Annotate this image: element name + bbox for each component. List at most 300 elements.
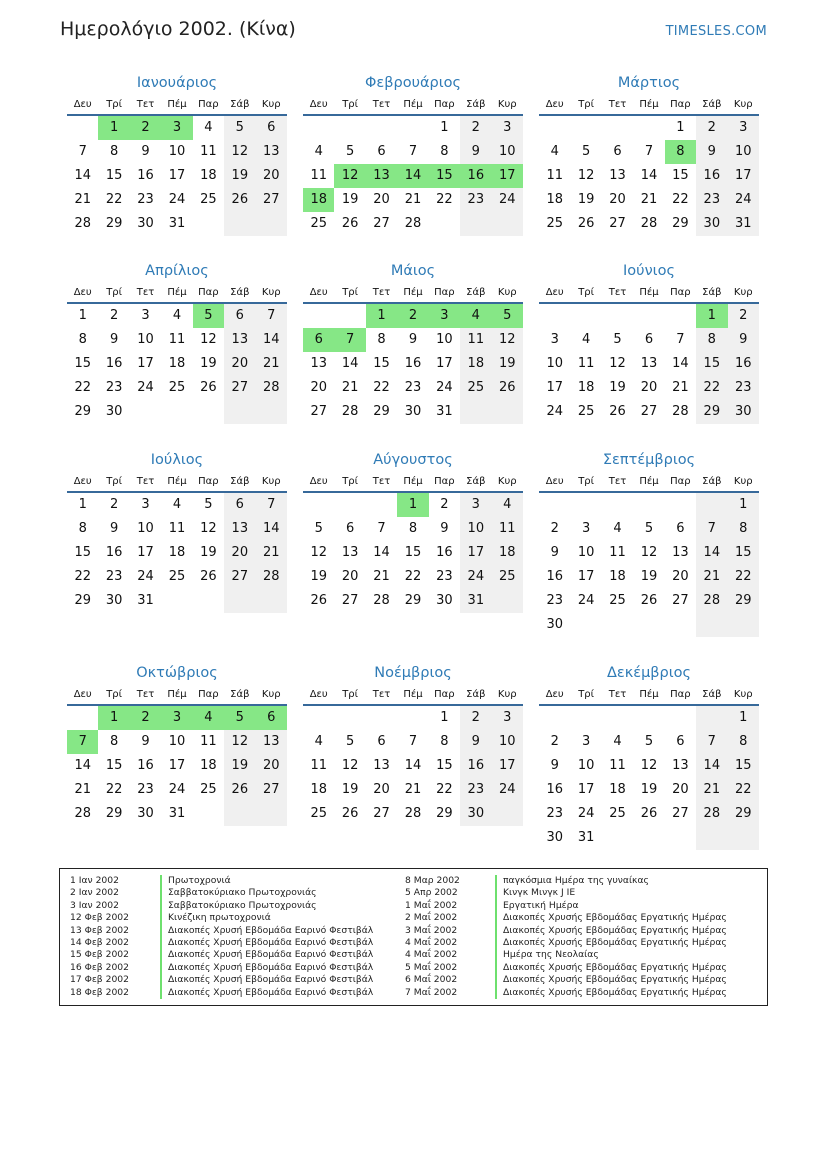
day-cell: 26 <box>640 593 658 608</box>
day-cell: 28 <box>74 806 91 821</box>
day-cell: 11 <box>492 517 523 541</box>
day-cell: 14 <box>397 164 428 188</box>
day-cell: 10 <box>492 140 523 164</box>
weekday-label: Σάβ <box>466 476 486 487</box>
day-cell: 2 <box>109 497 119 512</box>
day-cell: 15 <box>672 168 689 183</box>
day-cell: 29 <box>696 400 727 424</box>
day-cell: 29 <box>105 806 123 821</box>
day-cell: 7 <box>78 144 87 159</box>
day-cell: 15 <box>105 758 123 773</box>
weekday-label: Κυρ <box>497 287 517 298</box>
empty-cell <box>429 212 460 236</box>
holiday-name: Διακοπές Χρυσής Εβδομάδας Εργατικής Ημέρας <box>503 974 727 986</box>
weekday-label: Κυρ <box>261 99 281 110</box>
day-cell: 21 <box>256 352 287 376</box>
day-cell: 19 <box>640 782 658 797</box>
month-block <box>67 449 287 613</box>
day-cell: 23 <box>436 569 453 584</box>
holiday-date: 7 Μαΐ 2002 <box>405 986 458 998</box>
holiday-row <box>70 875 373 887</box>
weekday-label: Τετ <box>608 689 627 700</box>
day-cell: 24 <box>577 593 595 608</box>
day-cell: 15 <box>696 352 727 376</box>
day-cell: 31 <box>137 593 154 608</box>
holiday-date: 13 Φεβ 2002 <box>70 924 129 936</box>
day-cell: 21 <box>672 380 689 395</box>
day-cell: 5 <box>193 304 224 328</box>
day-cell: 7 <box>696 517 727 541</box>
month-name: Μάρτιος <box>617 75 681 91</box>
empty-cell <box>492 212 523 236</box>
weekday-label: Παρ <box>434 476 455 487</box>
day-cell: 18 <box>200 168 217 183</box>
day-cell: 15 <box>429 164 460 188</box>
day-cell: 10 <box>728 140 759 164</box>
day-cell: 20 <box>373 192 390 207</box>
day-cell: 25 <box>200 782 217 797</box>
day-cell: 2 <box>460 706 491 730</box>
day-cell: 23 <box>460 188 491 212</box>
day-cell: 5 <box>224 706 255 730</box>
holiday-date: 6 Μαΐ 2002 <box>405 974 458 986</box>
weekday-label: Τετ <box>608 476 627 487</box>
day-cell: 29 <box>672 216 689 231</box>
holiday-row <box>405 900 727 912</box>
day-cell: 29 <box>74 404 91 419</box>
day-cell: 27 <box>373 806 390 821</box>
empty-cell <box>460 400 491 424</box>
day-cell: 14 <box>74 758 91 773</box>
day-cell: 9 <box>109 521 119 536</box>
holiday-name: παγκόσμια Ημέρα της γυναίκας <box>503 875 649 886</box>
holiday-name: Διακοπές Χρυσής Εβδομάδας Εργατικής Ημέρας <box>503 986 727 998</box>
day-cell: 19 <box>640 569 658 584</box>
empty-cell <box>602 116 633 140</box>
empty-cell <box>602 706 633 730</box>
weekday-label: Πέμ <box>639 287 659 298</box>
day-cell: 25 <box>310 216 327 231</box>
holiday-name: Διακοπές Χρυσή Εβδομάδα Εαρινό Φεστιβάλ <box>168 986 374 998</box>
day-cell: 13 <box>341 545 359 560</box>
holiday-row <box>405 887 727 899</box>
empty-cell <box>570 613 601 637</box>
day-cell: 4 <box>204 120 213 135</box>
day-cell: 4 <box>492 493 523 517</box>
weekday-label: Τρί <box>342 99 359 110</box>
day-cell: 24 <box>492 778 523 802</box>
day-cell: 16 <box>105 356 123 371</box>
empty-cell <box>130 400 161 424</box>
day-cell: 24 <box>168 192 186 207</box>
day-cell: 18 <box>492 541 523 565</box>
day-cell: 2 <box>397 304 428 328</box>
day-cell: 12 <box>640 758 658 773</box>
weekday-label: Κυρ <box>261 689 281 700</box>
empty-cell <box>193 802 224 826</box>
day-cell: 30 <box>436 593 453 608</box>
weekday-label: Παρ <box>670 689 691 700</box>
day-cell: 22 <box>436 782 453 797</box>
day-cell: 25 <box>200 192 217 207</box>
weekday-label: Τετ <box>136 689 155 700</box>
day-cell: 11 <box>200 144 217 159</box>
day-cell: 2 <box>130 116 161 140</box>
day-cell: 14 <box>696 541 727 565</box>
day-grid <box>303 304 523 424</box>
weekday-label: Τετ <box>372 476 391 487</box>
day-cell: 6 <box>224 304 255 328</box>
month-block <box>67 260 287 424</box>
weekday-header <box>303 94 523 116</box>
day-cell: 3 <box>161 116 192 140</box>
day-cell: 10 <box>436 332 453 347</box>
day-cell: 19 <box>341 782 359 797</box>
day-cell: 5 <box>314 521 323 536</box>
month-block <box>539 72 759 236</box>
day-cell: 22 <box>105 782 123 797</box>
empty-cell <box>303 493 334 517</box>
weekday-label: Τετ <box>372 689 391 700</box>
day-cell: 4 <box>172 497 182 512</box>
holiday-row <box>405 875 727 887</box>
month-block <box>303 260 523 424</box>
day-cell: 21 <box>74 192 91 207</box>
day-cell: 1 <box>78 308 87 323</box>
month-block <box>303 662 523 826</box>
day-cell: 28 <box>256 565 287 589</box>
empty-cell <box>161 589 192 613</box>
day-grid <box>303 493 523 613</box>
day-cell: 15 <box>404 545 422 560</box>
day-cell: 12 <box>224 140 255 164</box>
day-cell: 18 <box>310 782 327 797</box>
empty-cell <box>696 613 727 637</box>
empty-cell <box>539 493 570 517</box>
holiday-date: 1 Ιαν 2002 <box>70 875 119 886</box>
day-cell: 1 <box>78 497 87 512</box>
holiday-row <box>405 974 727 986</box>
day-cell: 16 <box>137 758 154 773</box>
holiday-date: 2 Ιαν 2002 <box>70 887 119 899</box>
day-cell: 14 <box>640 168 658 183</box>
holiday-row <box>70 912 373 924</box>
day-cell: 12 <box>200 332 217 347</box>
day-cell: 21 <box>640 192 658 207</box>
day-cell: 31 <box>460 589 491 613</box>
day-cell: 27 <box>672 806 689 821</box>
day-cell: 7 <box>256 493 287 517</box>
day-cell: 17 <box>436 356 453 371</box>
day-cell: 9 <box>696 140 727 164</box>
day-cell: 16 <box>696 164 727 188</box>
day-cell: 22 <box>696 376 727 400</box>
day-cell: 2 <box>440 497 449 512</box>
empty-cell <box>224 589 255 613</box>
day-cell: 4 <box>172 308 182 323</box>
day-cell: 3 <box>581 521 591 536</box>
weekday-header <box>539 471 759 493</box>
day-cell: 30 <box>546 617 563 632</box>
empty-cell <box>633 493 664 517</box>
day-cell: 12 <box>310 545 327 560</box>
holiday-date: 18 Φεβ 2002 <box>70 986 129 998</box>
day-cell: 20 <box>224 541 255 565</box>
day-cell: 1 <box>728 493 759 517</box>
day-cell: 22 <box>105 192 123 207</box>
day-cell: 28 <box>640 216 658 231</box>
holiday-row <box>70 887 373 899</box>
empty-cell <box>492 400 523 424</box>
day-cell: 21 <box>256 541 287 565</box>
day-cell: 3 <box>429 304 460 328</box>
day-cell: 5 <box>613 332 622 347</box>
day-cell: 8 <box>78 521 87 536</box>
weekday-label: Τετ <box>136 476 155 487</box>
holiday-marker <box>495 962 497 974</box>
weekday-label: Δευ <box>545 689 564 700</box>
empty-cell <box>602 826 633 850</box>
empty-cell <box>602 493 633 517</box>
holiday-row <box>405 937 727 949</box>
day-cell: 26 <box>492 376 523 400</box>
day-cell: 28 <box>373 593 390 608</box>
day-cell: 29 <box>728 589 759 613</box>
holiday-date: 4 Μαΐ 2002 <box>405 949 458 961</box>
holiday-marker <box>495 937 497 949</box>
day-cell: 20 <box>373 782 390 797</box>
day-cell: 25 <box>168 380 186 395</box>
day-cell: 18 <box>546 192 563 207</box>
holiday-marker <box>495 974 497 986</box>
day-grid <box>67 116 287 236</box>
weekday-label: Δευ <box>545 476 564 487</box>
day-cell: 5 <box>204 497 213 512</box>
weekday-label: Πέμ <box>403 287 423 298</box>
day-cell: 18 <box>609 569 626 584</box>
day-cell: 17 <box>168 168 186 183</box>
day-cell: 22 <box>728 565 759 589</box>
day-cell: 19 <box>200 545 217 560</box>
site-link[interactable]: TIMESLES.COM <box>665 24 767 39</box>
day-grid <box>303 706 523 826</box>
empty-cell <box>397 116 428 140</box>
day-cell: 13 <box>310 356 327 371</box>
holiday-name: Σαββατοκύριακο Πρωτοχρονιάς <box>168 899 317 911</box>
weekday-label: Παρ <box>434 99 455 110</box>
empty-cell <box>633 304 664 328</box>
day-cell: 24 <box>577 806 595 821</box>
day-cell: 1 <box>98 706 129 730</box>
day-cell: 26 <box>200 380 217 395</box>
weekday-label: Κυρ <box>497 689 517 700</box>
day-grid <box>67 493 287 613</box>
day-cell: 2 <box>550 734 559 749</box>
weekday-label: Πέμ <box>167 287 187 298</box>
day-cell: 2 <box>728 304 759 328</box>
day-cell: 11 <box>460 328 491 352</box>
day-cell: 31 <box>728 212 759 236</box>
day-cell: 28 <box>74 216 91 231</box>
day-cell: 14 <box>696 754 727 778</box>
day-cell: 8 <box>728 730 759 754</box>
day-cell: 5 <box>224 116 255 140</box>
weekday-label: Σάβ <box>466 689 486 700</box>
holiday-name: Εργατική Ημέρα <box>503 899 579 911</box>
weekday-label: Κυρ <box>733 689 753 700</box>
empty-cell <box>570 304 601 328</box>
empty-cell <box>492 802 523 826</box>
day-cell: 17 <box>577 569 595 584</box>
month-block <box>539 260 759 424</box>
day-cell: 7 <box>408 734 418 749</box>
day-cell: 3 <box>460 493 491 517</box>
day-cell: 13 <box>224 517 255 541</box>
day-cell: 7 <box>377 521 386 536</box>
day-cell: 24 <box>728 188 759 212</box>
day-grid <box>67 706 287 826</box>
day-cell: 26 <box>341 216 359 231</box>
day-cell: 3 <box>550 332 559 347</box>
day-cell: 11 <box>577 356 595 371</box>
day-cell: 22 <box>672 192 689 207</box>
empty-cell <box>570 493 601 517</box>
day-cell: 19 <box>492 352 523 376</box>
empty-cell <box>696 493 727 517</box>
day-cell: 27 <box>224 376 255 400</box>
day-cell: 17 <box>460 541 491 565</box>
weekday-label: Κυρ <box>497 476 517 487</box>
weekday-label: Πέμ <box>639 689 659 700</box>
empty-cell <box>728 613 759 637</box>
day-cell: 1 <box>366 304 397 328</box>
day-cell: 17 <box>577 782 595 797</box>
day-cell: 4 <box>581 332 591 347</box>
empty-cell <box>570 706 601 730</box>
day-cell: 21 <box>404 782 422 797</box>
day-cell: 19 <box>224 754 255 778</box>
day-cell: 25 <box>546 216 563 231</box>
holiday-date: 2 Μαΐ 2002 <box>405 912 458 924</box>
day-cell: 23 <box>460 778 491 802</box>
day-grid <box>67 304 287 424</box>
holiday-marker <box>495 912 497 924</box>
day-cell: 7 <box>408 144 418 159</box>
day-cell: 24 <box>436 380 453 395</box>
weekday-label: Παρ <box>434 287 455 298</box>
day-cell: 28 <box>256 376 287 400</box>
weekday-label: Κυρ <box>261 287 281 298</box>
day-cell: 10 <box>460 517 491 541</box>
weekday-label: Τρί <box>578 99 595 110</box>
holiday-name: Διακοπές Χρυσή Εβδομάδα Εαρινό Φεστιβάλ <box>168 949 374 961</box>
weekday-label: Τρί <box>106 476 123 487</box>
weekday-label: Δευ <box>309 287 328 298</box>
holiday-row <box>70 962 373 974</box>
day-cell: 14 <box>74 168 91 183</box>
day-cell: 23 <box>728 376 759 400</box>
day-cell: 28 <box>696 802 727 826</box>
weekday-label: Σάβ <box>702 476 722 487</box>
weekday-label: Κυρ <box>497 99 517 110</box>
empty-cell <box>366 116 397 140</box>
empty-cell <box>728 826 759 850</box>
weekday-label: Παρ <box>434 689 455 700</box>
day-cell: 24 <box>168 782 186 797</box>
day-cell: 8 <box>665 140 696 164</box>
day-cell: 6 <box>644 332 654 347</box>
day-cell: 24 <box>492 188 523 212</box>
weekday-label: Κυρ <box>261 476 281 487</box>
day-cell: 16 <box>546 782 563 797</box>
day-cell: 23 <box>546 593 563 608</box>
day-cell: 3 <box>141 308 150 323</box>
day-cell: 12 <box>577 168 595 183</box>
day-cell: 13 <box>609 168 626 183</box>
month-block <box>539 449 759 637</box>
day-cell: 27 <box>256 778 287 802</box>
day-cell: 6 <box>345 521 355 536</box>
day-cell: 13 <box>373 758 390 773</box>
empty-cell <box>665 613 696 637</box>
weekday-label: Δευ <box>73 476 92 487</box>
month-name: Δεκέμβριος <box>606 665 692 681</box>
day-cell: 25 <box>577 404 595 419</box>
day-cell: 29 <box>404 593 422 608</box>
day-cell: 13 <box>256 140 287 164</box>
day-cell: 14 <box>256 517 287 541</box>
holiday-date: 1 Μαΐ 2002 <box>405 899 458 911</box>
weekday-label: Δευ <box>309 476 328 487</box>
day-grid <box>303 116 523 236</box>
day-cell: 9 <box>440 521 449 536</box>
weekday-label: Παρ <box>198 99 219 110</box>
month-name: Σεπτέμβριος <box>602 452 696 468</box>
day-cell: 4 <box>314 144 323 159</box>
day-cell: 3 <box>728 116 759 140</box>
day-cell: 15 <box>728 754 759 778</box>
holiday-name: Σαββατοκύριακο Πρωτοχρονιάς <box>168 887 317 899</box>
day-cell: 10 <box>168 734 186 749</box>
day-cell: 12 <box>640 545 658 560</box>
weekday-label: Δευ <box>545 287 564 298</box>
day-cell: 18 <box>303 188 334 212</box>
empty-cell <box>366 493 397 517</box>
day-cell: 4 <box>460 304 491 328</box>
holiday-marker <box>160 987 162 999</box>
empty-cell <box>256 802 287 826</box>
day-cell: 22 <box>436 192 453 207</box>
day-cell: 27 <box>373 216 390 231</box>
weekday-label: Σάβ <box>230 476 250 487</box>
empty-cell <box>161 400 192 424</box>
empty-cell <box>602 304 633 328</box>
day-cell: 16 <box>436 545 453 560</box>
day-cell: 17 <box>168 758 186 773</box>
day-cell: 1 <box>676 120 685 135</box>
weekday-header <box>67 684 287 706</box>
day-cell: 29 <box>436 806 453 821</box>
day-cell: 18 <box>609 782 626 797</box>
day-cell: 4 <box>193 706 224 730</box>
empty-cell <box>633 116 664 140</box>
holiday-name: Πρωτοχρονιά <box>168 875 231 886</box>
empty-cell <box>366 706 397 730</box>
page-title: Ημερολόγιο 2002. (Κίνα) <box>60 18 296 40</box>
day-cell: 29 <box>105 216 123 231</box>
holiday-date: 14 Φεβ 2002 <box>70 936 129 948</box>
day-cell: 25 <box>492 565 523 589</box>
